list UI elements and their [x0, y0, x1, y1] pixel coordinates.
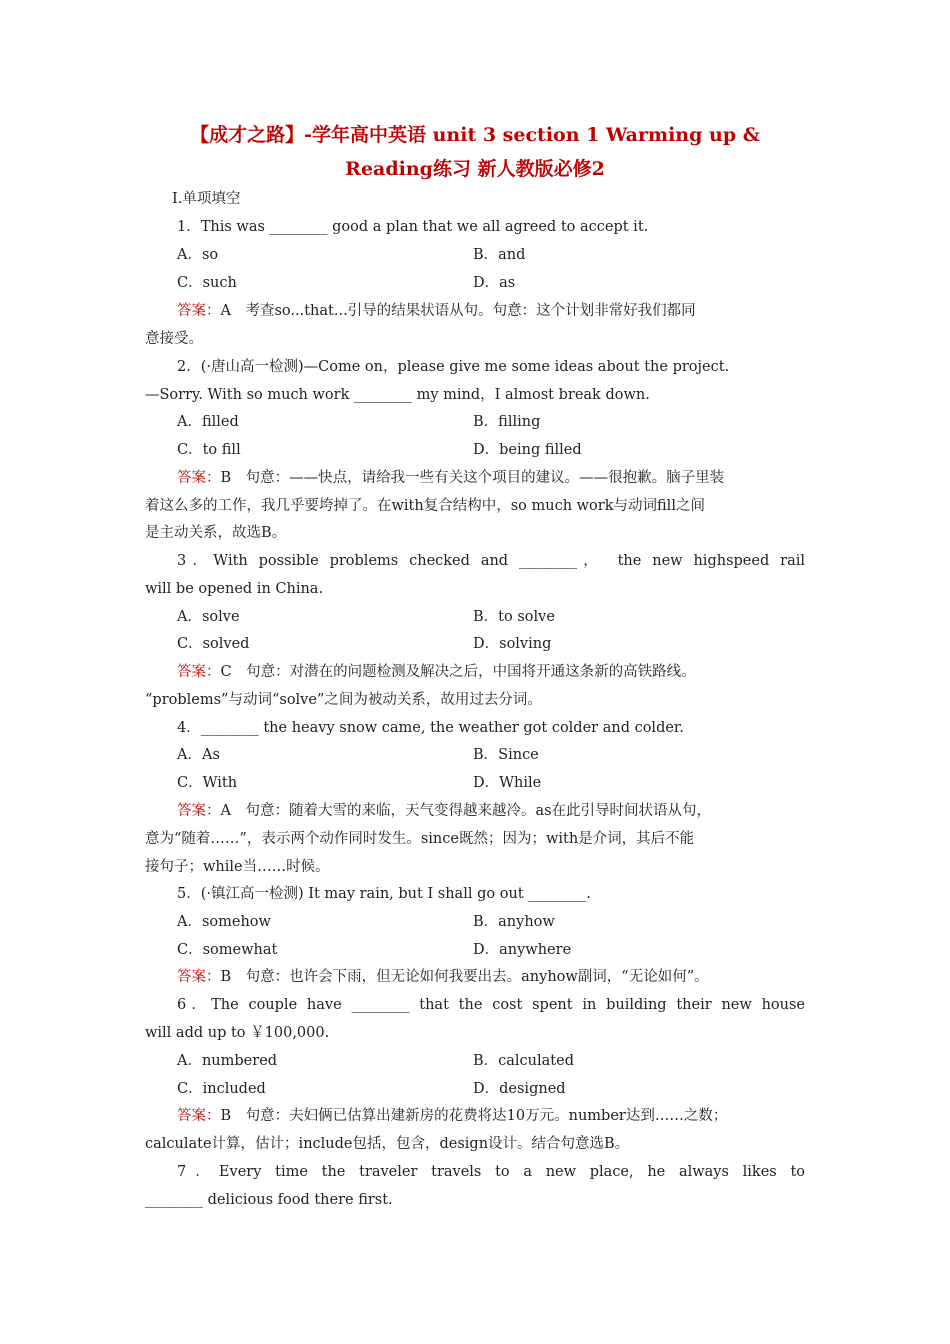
option-a: A．filled: [177, 414, 239, 430]
answer-text: A 考查so...that...引导的结果状语从句。句意：这个计划非常好我们都同: [220, 303, 696, 319]
option-a: A．solve: [177, 609, 240, 625]
answer-label: 答案：: [177, 470, 221, 486]
answer-line: [177, 967, 709, 987]
question-stem: 4．________ the heavy snow came, the weather got colder and colder.: [177, 720, 684, 736]
answer-line: [177, 301, 696, 321]
answer-text: A 句意：随着大雪的来临，天气变得越来越冷。as在此引导时间状语从句，: [220, 803, 712, 819]
answer-line: [177, 801, 711, 821]
answer-label: 答案：: [177, 969, 221, 985]
option-a: A．so: [177, 247, 219, 263]
option-c: C．such: [177, 275, 237, 291]
option-c: C．to fill: [177, 442, 241, 458]
option-d: D．While: [473, 775, 542, 791]
answer-line: 是主动关系，故选B。: [145, 525, 287, 541]
question-stem: 5．(·镇江高一检测) It may rain, but I shall go out ________.: [177, 886, 591, 902]
option-a: A．As: [177, 747, 220, 763]
answer-label: 答案：: [177, 303, 221, 319]
question-stem: will be opened in China.: [145, 581, 324, 597]
question-stem: will add up to ￥100,000.: [145, 1025, 330, 1041]
option-c: C．solved: [177, 636, 250, 652]
answer-label: 答案：: [177, 664, 221, 680]
answer-line: 意接受。: [145, 331, 203, 347]
answer-line: [177, 468, 724, 488]
answer-line: “problems”与动词“solve”之间为被动关系，故用过去分词。: [145, 692, 542, 708]
option-b: B．to solve: [473, 609, 555, 625]
option-b: B．anyhow: [473, 914, 555, 930]
option-c: C．With: [177, 775, 238, 791]
question-stem: 7．Every time the traveler travels to a new place, he always likes to: [177, 1164, 805, 1180]
option-b: B．filling: [473, 414, 541, 430]
option-c: C．included: [177, 1081, 266, 1097]
option-d: D．being filled: [473, 442, 582, 458]
answer-line: 着这么多的工作，我几乎要垮掉了。在with复合结构中，so much work与动词fill之间: [145, 498, 705, 514]
answer-line: 意为“随着……”，表示两个动作同时发生。since既然；因为；with是介词，其后不能: [145, 831, 695, 847]
answer-text: B 句意：也许会下雨，但无论如何我要出去。anyhow副词，“无论如何”。: [220, 969, 709, 985]
question-stem: 6．The couple have ________ that the cost spent in building their new house: [177, 997, 805, 1013]
question-stem: —Sorry. With so much work ________ my mind，I almost break down.: [145, 387, 650, 403]
answer-text: B 句意：夫妇俩已估算出建新房的花费将达10万元。number达到……之数；: [220, 1108, 728, 1124]
option-a: A．numbered: [177, 1053, 278, 1069]
answer-label: 答案：: [177, 803, 221, 819]
answer-text: C 句意：对潜在的问题检测及解决之后，中国将开通这条新的高铁路线。: [220, 664, 696, 680]
option-b: B．Since: [473, 747, 539, 763]
answer-line: 接句子；while当……时候。: [145, 859, 330, 875]
option-b: B．and: [473, 247, 526, 263]
section-heading: Ⅰ.单项填空: [172, 191, 241, 207]
option-d: D．solving: [473, 636, 552, 652]
document-title-line-1: 【成才之路】-学年高中英语 unit 3 section 1 Warming up &: [190, 124, 760, 146]
question-stem: ________ delicious food there first.: [145, 1192, 393, 1208]
answer-label: 答案：: [177, 1108, 221, 1124]
answer-text: B 句意：——快点，请给我一些有关这个项目的建议。——很抱歉。脑子里装: [220, 470, 725, 486]
answer-line: [177, 1106, 727, 1126]
option-d: D．designed: [473, 1081, 566, 1097]
option-a: A．somehow: [177, 914, 271, 930]
option-b: B．calculated: [473, 1053, 574, 1069]
question-stem: 2．(·唐山高一检测)—Come on，please give me some ideas about the project.: [177, 359, 730, 375]
option-c: C．somewhat: [177, 942, 278, 958]
option-d: D．anywhere: [473, 942, 572, 958]
question-stem: 3．With possible problems checked and ________， the new highspeed rail: [177, 553, 805, 569]
answer-line: calculate计算，估计；include包括，包含，design设计。结合句意选B。: [145, 1136, 630, 1152]
question-stem: 1．This was ________ good a plan that we all agreed to accept it.: [177, 219, 649, 235]
document-title-line-2: Reading练习 新人教版必修2: [345, 158, 605, 180]
option-d: D．as: [473, 275, 516, 291]
answer-line: [177, 662, 696, 682]
